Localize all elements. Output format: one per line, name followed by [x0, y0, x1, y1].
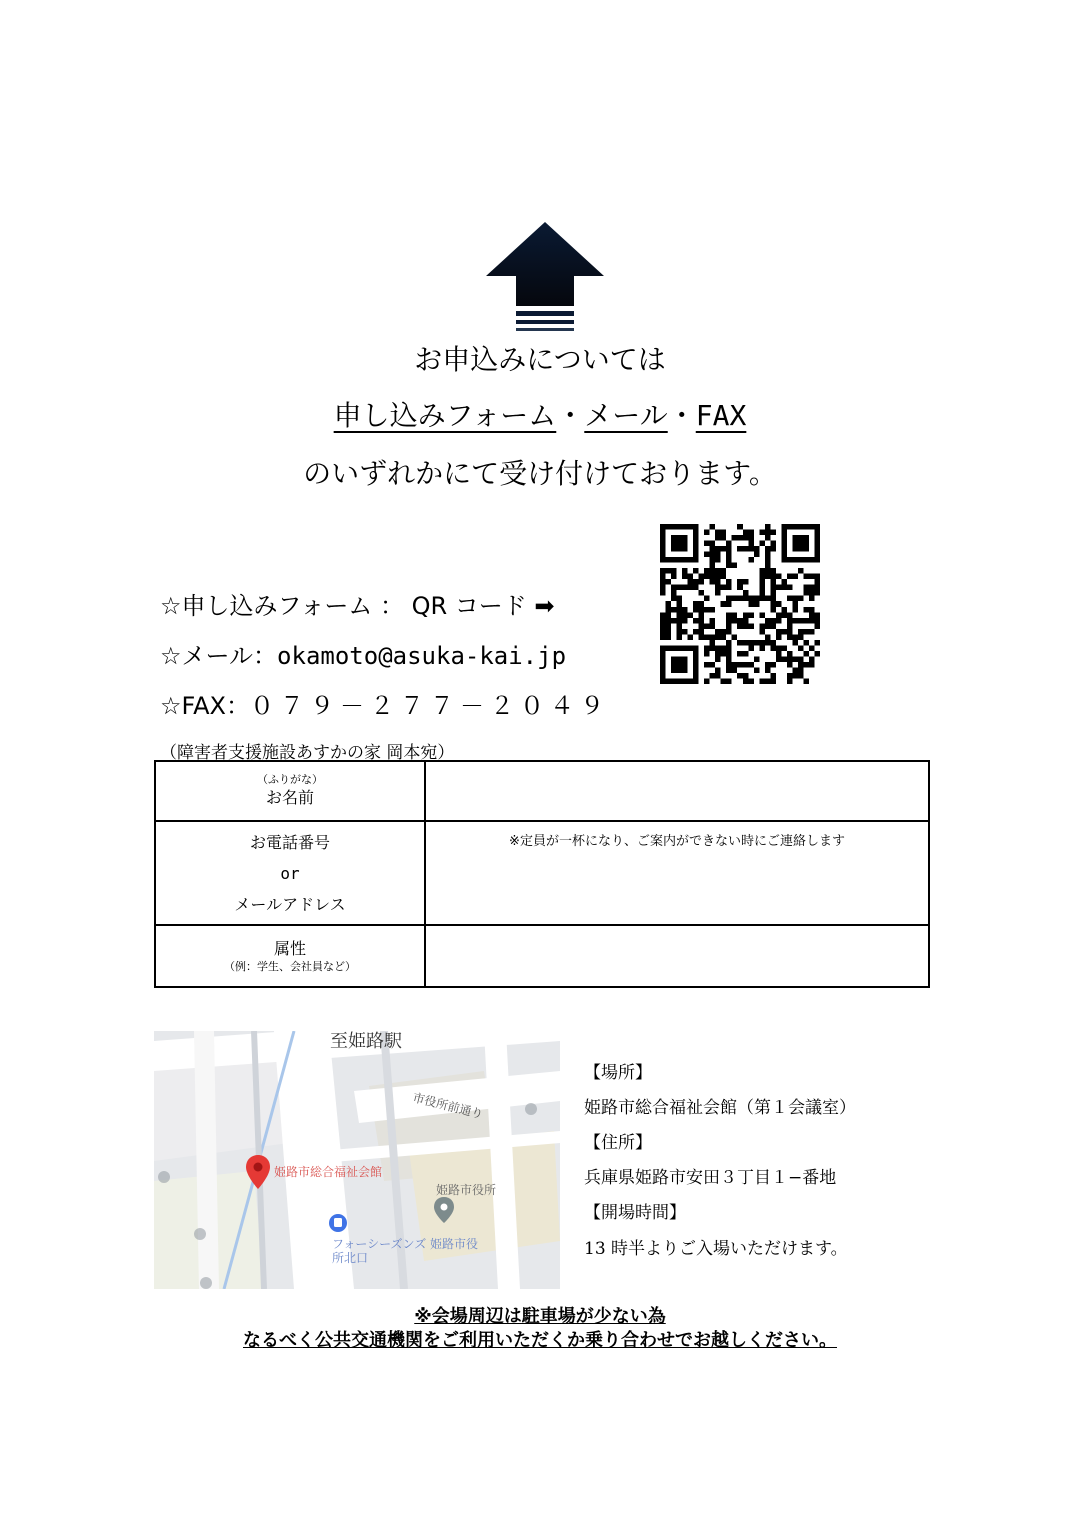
form-label-contact: [155, 821, 425, 925]
cityhall-pin-icon[interactable]: [434, 1197, 454, 1223]
phone-label: お電話番号: [249, 832, 330, 852]
method-fax: FAX: [695, 399, 747, 432]
contact-fax-label: ☆FAX：: [160, 692, 250, 720]
map-bus-stop-label: フォーシーズンズ 姫路市役所北口: [332, 1237, 479, 1265]
contact-mail: [160, 636, 566, 671]
attribute-example: （例：学生、会社員など）: [224, 960, 356, 973]
venue-map[interactable]: [154, 1031, 560, 1289]
headline-line1: お申込みについては: [414, 343, 666, 376]
place-value: 姫路市総合福祉会館（第１会議室）: [584, 1098, 856, 1118]
contact-mail-address[interactable]: okamoto@asuka-kai.jp: [277, 642, 567, 670]
place-heading: 【場所】: [584, 1063, 652, 1083]
contact-form-qr: ☆申し込みフォーム ： QR コード ➡: [160, 592, 555, 620]
address-heading: 【住所】: [584, 1133, 652, 1153]
name-label: お名前: [265, 788, 314, 807]
time-heading: 【開場時間】: [584, 1203, 686, 1223]
map-pin-icon[interactable]: [246, 1155, 270, 1189]
form-row-contact: [155, 821, 929, 925]
application-form-table: [154, 760, 930, 988]
map-cityhall-label: 姫路市役所: [436, 1183, 497, 1197]
attribute-label: 属性: [273, 939, 306, 958]
time-value: 13 時半よりご入場いただけます。: [584, 1239, 848, 1259]
headline-line3: のいずれかにて受け付けております。: [303, 457, 777, 490]
form-label-name: [155, 761, 425, 821]
method-mail: メール: [584, 399, 668, 432]
method-separator: ・: [667, 399, 696, 432]
headline-methods: [0, 394, 1080, 434]
up-arrow-icon: [486, 222, 604, 334]
name-field[interactable]: [425, 761, 929, 821]
contact-note: ※定員が一杯になり、ご案内ができない時にご連絡します: [509, 834, 845, 849]
method-separator: ・: [556, 399, 585, 432]
contact-mail-label: ☆メール：: [160, 642, 278, 670]
address-value: 兵庫県姫路市安田３丁目１−番地: [584, 1168, 837, 1188]
email-label: メールアドレス: [234, 894, 346, 914]
furigana-label: （ふりがな）: [257, 773, 323, 786]
method-form: 申し込みフォーム: [333, 399, 557, 432]
bus-stop-icon[interactable]: [328, 1213, 348, 1233]
parking-warning-line2: なるべく公共交通機関をご利用いただくか乗り合わせでお越しください。: [243, 1330, 837, 1351]
contact-fax: [160, 686, 610, 721]
map-venue-label: 姫路市総合福祉会館: [274, 1165, 383, 1179]
form-row-attribute: [155, 925, 929, 987]
or-label: or: [280, 863, 300, 883]
qr-code[interactable]: [660, 524, 820, 684]
parking-warning-line1: ※会場周辺は駐車場が少ない為: [414, 1306, 666, 1327]
attribute-field[interactable]: [425, 925, 929, 987]
form-row-name: [155, 761, 929, 821]
addressee-note: （障害者支援施設あすかの家 岡本宛）: [160, 743, 455, 763]
map-street-label: 市役所前通り: [411, 1090, 485, 1122]
contact-fax-number: ０７９－２７７－２０４９: [249, 692, 610, 720]
form-label-attribute: [155, 925, 425, 987]
map-destination-label: 至姫路駅: [330, 1031, 402, 1052]
contact-field[interactable]: [425, 821, 929, 925]
